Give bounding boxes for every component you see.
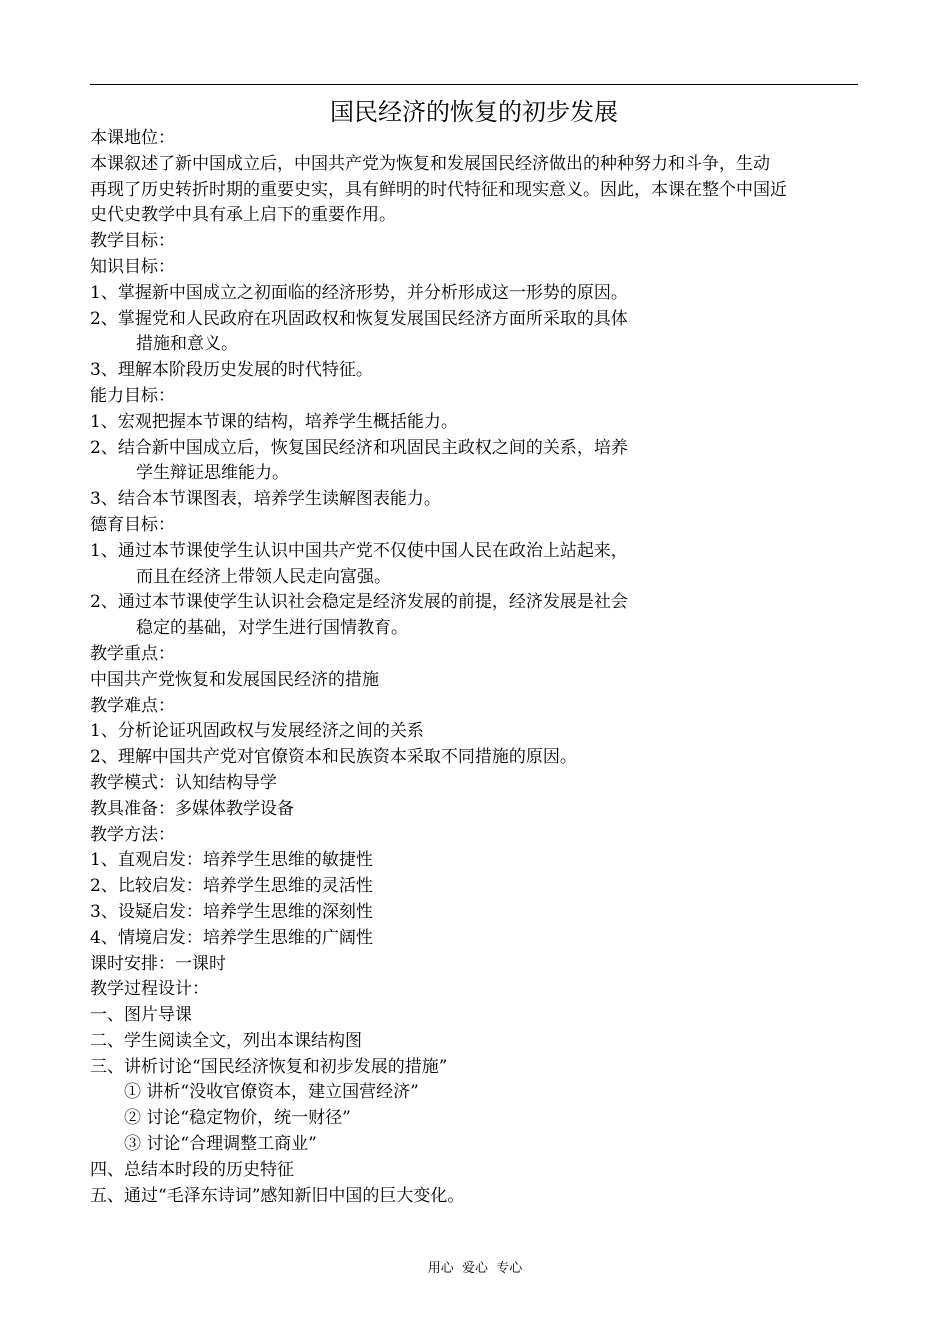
list-item: 3、结合本节课图表，培养学生读解图表能力。 xyxy=(90,489,441,510)
section-text: 教学模式：认知结构导学 xyxy=(90,772,277,793)
list-item: 1、掌握新中国成立之初面临的经济形势，并分析形成这一形势的原因。 xyxy=(90,282,628,303)
paragraph-line: 本课叙述了新中国成立后，中国共产党为恢复和发展国民经济做出的种种努力和斗争，生动 xyxy=(90,153,770,174)
section-label: 能力目标： xyxy=(90,385,175,406)
list-item: 1、宏观把握本节课的结构，培养学生概括能力。 xyxy=(90,411,458,432)
paragraph-line: 史代史教学中具有承上启下的重要作用。 xyxy=(90,205,396,226)
list-item: 一、图片导课 xyxy=(90,1005,192,1026)
list-item: 3、设疑启发：培养学生思维的深刻性 xyxy=(90,901,373,922)
list-item: 2、掌握党和人民政府在巩固政权和恢复发展国民经济方面所采取的具体 xyxy=(90,308,628,329)
sub-list-item: ② 讨论“稳定物价，统一财径” xyxy=(124,1108,351,1129)
document-title: 国民经济的恢复的初步发展 xyxy=(330,98,618,126)
sub-list-item: ① 讲析“没收官僚资本，建立国营经济” xyxy=(124,1082,419,1103)
section-text: 教具准备：多媒体教学设备 xyxy=(90,798,294,819)
list-item: 1、分析论证巩固政权与发展经济之间的关系 xyxy=(90,721,424,742)
list-item: 四、总结本时段的历史特征 xyxy=(90,1159,294,1180)
list-item: 2、结合新中国成立后，恢复国民经济和巩固民主政权之间的关系，培养 xyxy=(90,437,628,458)
section-label: 教学难点： xyxy=(90,695,175,716)
list-item-continuation: 学生辩证思维能力。 xyxy=(136,463,289,484)
list-item: 2、理解中国共产党对官僚资本和民族资本采取不同措施的原因。 xyxy=(90,747,577,768)
list-item: 1、通过本节课使学生认识中国共产党不仅使中国人民在政治上站起来， xyxy=(90,540,628,561)
list-item: 二、学生阅读全文，列出本课结构图 xyxy=(90,1030,362,1051)
list-item-continuation: 措施和意义。 xyxy=(136,334,238,355)
paragraph-line: 再现了历史转折时期的重要史实，具有鲜明的时代特征和现实意义。因此，本课在整个中国近 xyxy=(90,179,787,200)
list-item: 五、通过“毛泽东诗词”感知新旧中国的巨大变化。 xyxy=(90,1185,465,1206)
section-text: 中国共产党恢复和发展国民经济的措施 xyxy=(90,669,379,690)
section-label: 教学方法： xyxy=(90,824,175,845)
section-label: 知识目标： xyxy=(90,256,175,277)
section-label: 教学重点： xyxy=(90,643,175,664)
paragraph xyxy=(90,152,860,229)
sub-list-item: ③ 讨论“合理调整工商业” xyxy=(124,1134,317,1155)
header-rule xyxy=(90,84,858,85)
section-label: 本课地位： xyxy=(90,128,175,148)
section-label: 德育目标： xyxy=(90,514,175,535)
list-item: 三、讲析讨论“国民经济恢复和初步发展的措施” xyxy=(90,1056,448,1077)
list-item: 4、情境启发：培养学生思维的广阔性 xyxy=(90,927,373,948)
list-item: 1、直观启发：培养学生思维的敏捷性 xyxy=(90,850,373,871)
section-label: 教学过程设计： xyxy=(90,979,209,1000)
list-item: 3、理解本阶段历史发展的时代特征。 xyxy=(90,360,373,381)
list-item-continuation: 而且在经济上带领人民走向富强。 xyxy=(136,566,391,587)
section-label: 教学目标： xyxy=(90,231,175,252)
list-item: 2、比较启发：培养学生思维的灵活性 xyxy=(90,876,373,897)
section-text: 课时安排：一课时 xyxy=(90,953,226,974)
list-item: 2、通过本节课使学生认识社会稳定是经济发展的前提，经济发展是社会 xyxy=(90,592,628,613)
document-body xyxy=(90,126,860,1209)
list-item-continuation: 稳定的基础，对学生进行国情教育。 xyxy=(136,618,408,639)
page-footer: 用心 爱心 专心 xyxy=(427,1261,523,1276)
